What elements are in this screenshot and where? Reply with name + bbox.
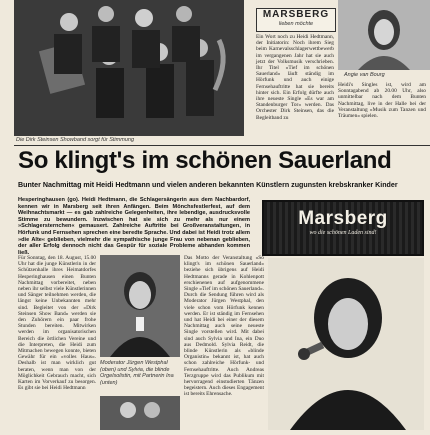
moderator-photo: [100, 255, 180, 357]
heidi-hedtmann-photo: [268, 258, 424, 430]
band-photo-caption: Die Dirk Steinsen Showband sorgt für Stimmung: [16, 137, 134, 143]
article-column-1: Für Sonntag, den 18. August, 15.00 Uhr hat die junge Künstlerin in der Schützenhalle ihres Heimatdorfes Hesperinghausen einen Bunten Nachmittag vorbereitet, neben neben ihr selbst viele Künstlerinnen und Sänger teilnehmen werden, die längst keine Unbekannten mehr sind. Begleitet von der »Dirk Steinsen Show Band« werden sie den Zuhörern ein paar frohe Stunden bereiten. Mitwirken werden im organisatorischen Bereich die örtlichen Vereine und die Interpreten, die Heidi zum Mitmachen bewegen konnte, bieten Gewähr für ein »volles Haus«. Deshalb ist man wirklich gut beraten, wenn man von der Möglichkeit Gebrauch macht, sich Karten im Vorverkauf zu besorgen. Es gibt sie bei Heidi Hedtmann: [18, 255, 96, 392]
singer-portrait-illustration: [338, 0, 430, 70]
article-column-3: Das Motto der Veranstaltung »So klingt's im schönen Sauerland« beziehe sich übrigens auf Heidi Hedtmanns gerade in Kohlenpott erschienenen auf aufgenommene Single »Tief im schönen Sauerland«. Durch die Sendung führen wird als Moderator Jürgen Westphal, den viele schon vom Hörfunk kennen werden. Er ist ständig im Fernsehen und hat Heidi bei einer der diesem Nachmittag auch seine neueste Single vorstellen wird. Mit dabei sind auch Sylvia und Ina, ein Duo aus Dedmold. Sylvia Reidt, die blinde Künstlerin als »blinde Organistin« bekannt ist, hat auch schon zahlreiche Hörfunk- und Fernsehauftritte. Auch Andreas Terzgruppe wird das Publikum mit hervorragend einstudierten Tänzen begeistern. Auch dieses Engagement ist bereits Ehrensache.: [184, 255, 264, 398]
band-photo-illustration: [14, 0, 244, 136]
section-divider: [14, 145, 430, 146]
headline: So klingt's im schönen Sauerland: [18, 147, 392, 174]
duo-illustration: [100, 396, 180, 430]
logo-tagline: lieben möchte: [278, 21, 314, 27]
marsberg-logo: [256, 8, 336, 32]
banner-title: Marsberg: [298, 208, 388, 229]
top-middle-text: Ein Wort noch zu Heidi Hedtmann, der Initiatorin: Noch ihrem Sieg beim Karnevalsschlagerwettbewerb im vergangenen Jahr hat sie auch jetzt der Volksmusik verschrieben. Ihr Titel »Tief im schönen Sauerland« läuft ständig im Hörfunk und auch einige Fernsehauftritte hat sie bereits hinter sich. Ein Erfolg dürfte auch ihre neueste Single »Es war am Standenburger Tor« werden. Das Orchester Dirk Steinsen, das die Begleitband zu: [256, 34, 334, 121]
logo-name: MARSBERG: [262, 9, 330, 20]
singer-caption: Angie van Bourg: [344, 72, 385, 78]
moderator-illustration: [100, 255, 180, 357]
sylvia-photo: [100, 396, 180, 430]
heidi-portrait-illustration: [268, 258, 424, 430]
top-right-text: Heidi's Singles ist, wird am Sonntagabend ab 20.00 Uhr, also unmittelbar nach dem Bunten Nachmittag, live in der Halle bei der Veranstaltung »Musik zum Tanzen und Träumen« spielen.: [338, 82, 426, 120]
band-photo: [14, 0, 244, 136]
banner-subtitle: wo die schönen Laden sind!: [309, 230, 377, 236]
subheadline: Bunter Nachmittag mit Heidi Hedtmann und vielen anderen bekannten Künstlern zugunsten krebskranker Kinder: [18, 181, 398, 189]
marsberg-ad-banner: [262, 200, 424, 256]
lead-paragraph: Hesperinghausen (go). Heidi Hedtmann, die Schlagersängerin aus dem Nachbardorf, kennen wir in Marsberg seit ihren Anfängen. Beim Mönchsfestlerfest, auf dem Weihnachtsmarkt — es gab zahlreiche Gelegenheiten, ihre lebendige, ausdrucksvolle Stimme zu bewundern. Inzwischen hat sie sich zu mehr als nur einem »Schlagersternchen« gemausert. Zahlreiche Auftritte bei Großveranstaltungen, in Hörfunk und Fernsehen sprechen eine beredte Sprache. Und dabei ist Heidi trotz allem »die Alte« geblieben, vielmehr die sympathische junge Frau von nebenan geblieben, der aller Erfolg dennoch nicht das Gespür für soziale Probleme abhanden kommen ließ.: [18, 197, 250, 256]
singer-photo-top: [338, 0, 430, 70]
moderator-caption: Moderator Jürgen Westphal (oben) und Sylvia, die blinde Orgelsolistin, mit Partnerin Ina (unten): [100, 360, 174, 386]
